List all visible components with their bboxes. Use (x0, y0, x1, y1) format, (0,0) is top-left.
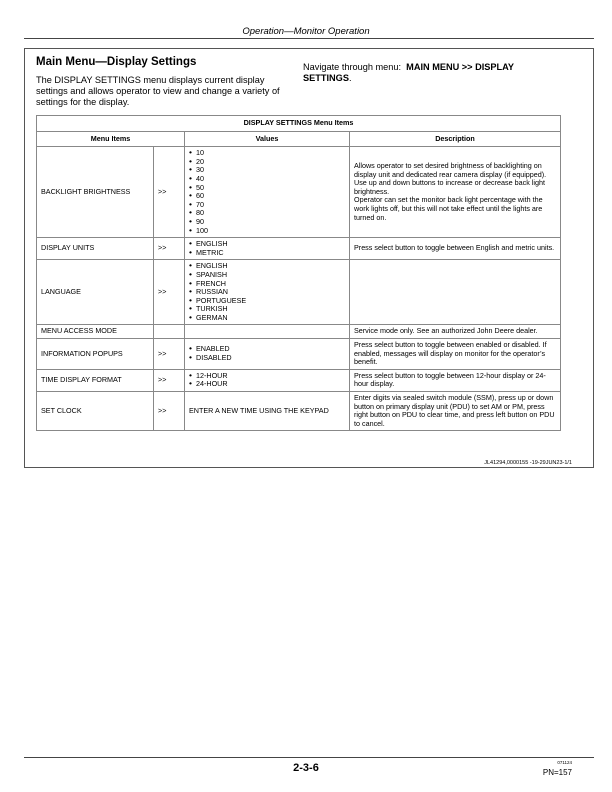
nav-path: MAIN MENU >> DISPLAY SETTINGS (303, 62, 514, 83)
value-option: • 70 (189, 201, 345, 210)
submenu-arrow: >> (154, 238, 185, 260)
value-option: • METRIC (189, 249, 345, 258)
header-values: Values (185, 131, 350, 147)
description-text: Press select button to toggle between enabled or disabled. If enabled, messages will display on monitor for the operator’s benefit. (354, 340, 547, 367)
value-option: • 80 (189, 209, 345, 218)
page-number: 2-3-6 (293, 762, 319, 774)
description-note: Operator can set the monitor back light percentage with the work lights off, but this will not take effect until the lights are turned on. (354, 195, 543, 222)
value-option: • 100 (189, 227, 345, 236)
value-option: • RUSSIAN (189, 288, 345, 297)
menu-item-description (350, 369, 561, 391)
value-option: • 60 (189, 192, 345, 201)
menu-item-name: SET CLOCK (37, 392, 154, 431)
menu-item-name: LANGUAGE (37, 260, 154, 325)
footer-rule (24, 757, 594, 758)
table-row (37, 339, 561, 370)
value-option: • SPANISH (189, 271, 345, 280)
value-list (189, 240, 345, 257)
running-header: Operation—Monitor Operation (242, 26, 370, 37)
submenu-arrow: >> (154, 369, 185, 391)
menu-item-description (350, 147, 561, 238)
table-title: DISPLAY SETTINGS Menu Items (37, 116, 561, 132)
left-column (36, 56, 298, 108)
menu-item-values (185, 369, 350, 391)
value-option: • ENGLISH (189, 262, 345, 271)
header-menu-items: Menu Items (37, 131, 185, 147)
menu-item-name: MENU ACCESS MODE (37, 325, 154, 339)
table-row (37, 369, 561, 391)
menu-item-name: INFORMATION POPUPS (37, 339, 154, 370)
menu-item-values (185, 147, 350, 238)
navigation-instructions (303, 62, 563, 84)
reference-code: JL41294,0000155 -19-29JUN23-1/1 (484, 460, 572, 466)
value-option: • TURKISH (189, 305, 345, 314)
menu-item-name: DISPLAY UNITS (37, 238, 154, 260)
value-option: • 30 (189, 166, 345, 175)
description-text: Allows operator to set desired brightness of backlighting on display unit and dedicated rear camera display (if equipped). Use up and down buttons to increase or decrease back light brightness. (354, 161, 547, 196)
value-option: • 20 (189, 158, 345, 167)
intro-paragraph: The DISPLAY SETTINGS menu displays current display settings and allows operator to view and change a variety of settings for the display. (36, 75, 280, 107)
table-row (37, 392, 561, 431)
table-row (37, 147, 561, 238)
nav-prefix: Navigate through menu: (303, 62, 402, 72)
value-option: • 40 (189, 175, 345, 184)
menu-item-values (185, 238, 350, 260)
submenu-arrow: >> (154, 392, 185, 431)
menu-item-values (185, 260, 350, 325)
value-option: • 24-HOUR (189, 380, 345, 389)
value-list (189, 149, 345, 235)
value-option: • PORTUGUESE (189, 297, 345, 306)
section-title: Main Menu—Display Settings (36, 56, 197, 68)
value-list (189, 262, 345, 322)
menu-item-name: BACKLIGHT BRIGHTNESS (37, 147, 154, 238)
submenu-arrow: >> (154, 260, 185, 325)
value-list (189, 345, 345, 362)
value-option: • FRENCH (189, 280, 345, 289)
header-rule (24, 38, 594, 39)
menu-item-description (350, 392, 561, 431)
table-row (37, 238, 561, 260)
menu-item-description (350, 339, 561, 370)
description-text: Press select button to toggle between English and metric units. (354, 243, 555, 253)
submenu-arrow: >> (154, 339, 185, 370)
table-row (37, 260, 561, 325)
value-option: • 10 (189, 149, 345, 158)
menu-item-values (185, 339, 350, 370)
footer-code: 071124 (557, 760, 572, 765)
value-option: • 50 (189, 184, 345, 193)
submenu-arrow: >> (154, 147, 185, 238)
value-option: • DISABLED (189, 354, 345, 363)
menu-item-description (350, 238, 561, 260)
display-settings-table (36, 115, 561, 431)
value-option: • 90 (189, 218, 345, 227)
menu-item-description (350, 325, 561, 339)
footer-pn: PN=157 (542, 768, 572, 777)
value-option: • ENGLISH (189, 240, 345, 249)
submenu-arrow (154, 325, 185, 339)
description-text: Service mode only. See an authorized John Deere dealer. (354, 326, 538, 336)
description-text: Enter digits via sealed switch module (SSM), press up or down button on primary display unit (PDU) to set AM or PM, press right button on PDU to clear time, and press left button on PDU to cancel. (354, 393, 555, 428)
value-option: • 12-HOUR (189, 372, 345, 381)
menu-item-values (185, 392, 350, 431)
value-option: • ENABLED (189, 345, 345, 354)
value-option: • GERMAN (189, 314, 345, 323)
description-text: Press select button to toggle between 12-hour display or 24-hour display. (354, 370, 546, 389)
menu-item-description (350, 260, 561, 325)
value-list (189, 372, 345, 389)
table-row (37, 325, 561, 339)
value-text: ENTER A NEW TIME USING THE KEYPAD (189, 405, 329, 415)
nav-suffix: . (348, 73, 352, 83)
header-description: Description (350, 131, 561, 147)
menu-item-name: TIME DISPLAY FORMAT (37, 369, 154, 391)
menu-item-values (185, 325, 350, 339)
